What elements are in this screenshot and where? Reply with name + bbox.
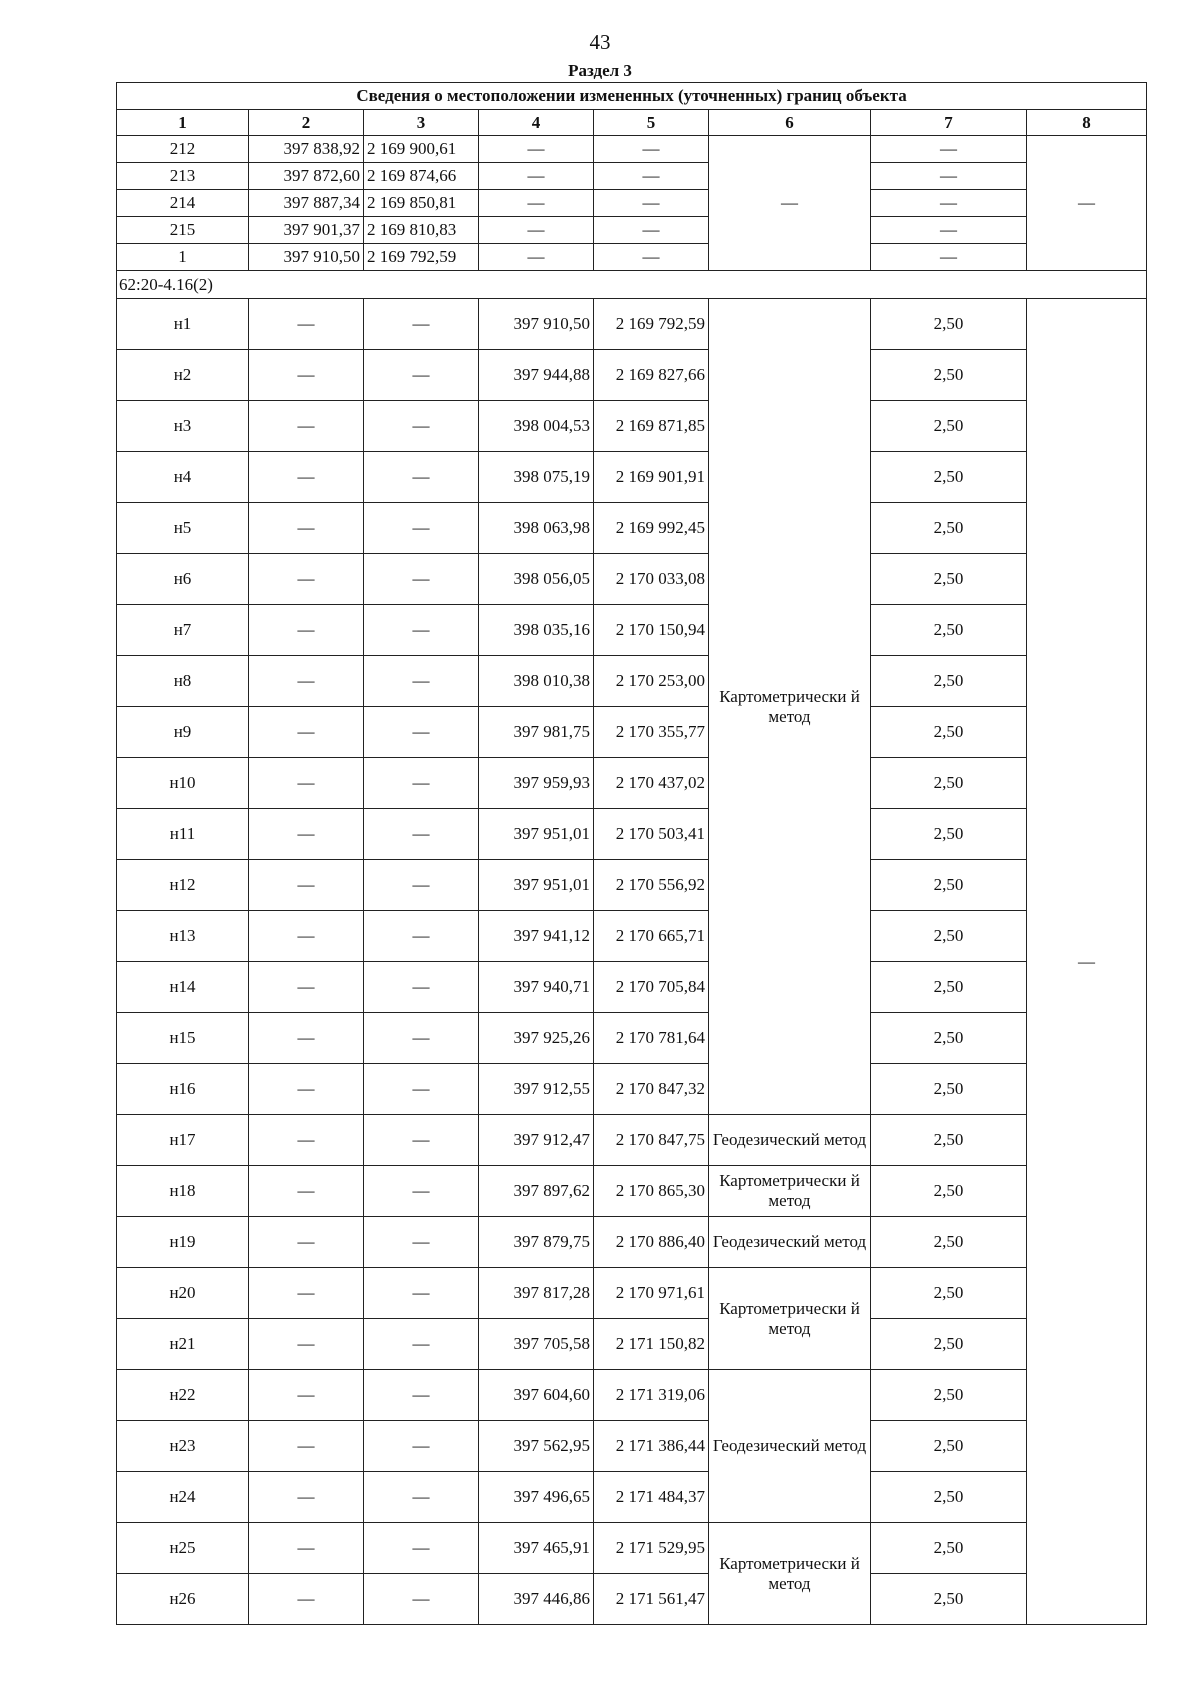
- coordinate-y-new: 2 169 827,66: [594, 350, 709, 401]
- coordinate-y-old: —: [364, 554, 479, 605]
- column-number: 2: [249, 110, 364, 136]
- point-number: н12: [117, 860, 249, 911]
- coordinate-x-new: 398 004,53: [479, 401, 594, 452]
- accuracy-cell: —: [871, 190, 1027, 217]
- point-number: н18: [117, 1166, 249, 1217]
- accuracy-cell: 2,50: [871, 758, 1027, 809]
- point-number: н14: [117, 962, 249, 1013]
- coordinate-y-old: —: [364, 860, 479, 911]
- coordinate-x-old: —: [249, 401, 364, 452]
- coordinate-x-new: 397 951,01: [479, 809, 594, 860]
- coordinate-x-new: 397 910,50: [479, 299, 594, 350]
- accuracy-cell: 2,50: [871, 605, 1027, 656]
- coordinates-table: [116, 82, 1147, 1625]
- coordinate-y-new: 2 171 150,82: [594, 1319, 709, 1370]
- coordinate-y-old: —: [364, 1166, 479, 1217]
- coordinate-y-new: 2 171 319,06: [594, 1370, 709, 1421]
- table-row: [117, 1217, 1147, 1268]
- accuracy-cell: 2,50: [871, 707, 1027, 758]
- coordinate-y-old: —: [364, 962, 479, 1013]
- table-row: [117, 1319, 1147, 1370]
- accuracy-cell: 2,50: [871, 299, 1027, 350]
- coordinate-x-old: —: [249, 452, 364, 503]
- table-row: [117, 1064, 1147, 1115]
- accuracy-cell: 2,50: [871, 809, 1027, 860]
- coordinate-x-old: 397 901,37: [249, 217, 364, 244]
- method-cell: Картометрически й метод: [709, 1523, 871, 1625]
- accuracy-cell: 2,50: [871, 1268, 1027, 1319]
- coordinate-y-new: 2 170 705,84: [594, 962, 709, 1013]
- accuracy-cell: 2,50: [871, 1115, 1027, 1166]
- coordinate-x-new: 397 912,55: [479, 1064, 594, 1115]
- coordinate-y-new: —: [594, 217, 709, 244]
- coordinate-x-old: —: [249, 1115, 364, 1166]
- coordinate-x-old: —: [249, 1421, 364, 1472]
- coordinate-x-new: 397 981,75: [479, 707, 594, 758]
- coordinate-x-old: —: [249, 1064, 364, 1115]
- table-row: [117, 299, 1147, 350]
- coordinate-y-new: 2 170 847,75: [594, 1115, 709, 1166]
- table-row: [117, 860, 1147, 911]
- column-8-cell: —: [1027, 299, 1147, 1625]
- accuracy-cell: 2,50: [871, 1064, 1027, 1115]
- point-number: н22: [117, 1370, 249, 1421]
- accuracy-cell: 2,50: [871, 554, 1027, 605]
- coordinate-x-new: 397 705,58: [479, 1319, 594, 1370]
- coordinate-y-new: 2 170 355,77: [594, 707, 709, 758]
- coordinate-x-new: 397 897,62: [479, 1166, 594, 1217]
- point-number: н17: [117, 1115, 249, 1166]
- table-caption-row: [117, 83, 1147, 110]
- coordinate-x-old: —: [249, 299, 364, 350]
- point-number: н26: [117, 1574, 249, 1625]
- coordinate-y-old: —: [364, 1370, 479, 1421]
- point-number: н13: [117, 911, 249, 962]
- table-row: [117, 1166, 1147, 1217]
- coordinate-x-new: 397 446,86: [479, 1574, 594, 1625]
- column-number: 1: [117, 110, 249, 136]
- coordinate-y-old: —: [364, 605, 479, 656]
- method-cell: Картометрически й метод: [709, 299, 871, 1115]
- column-number: 3: [364, 110, 479, 136]
- coordinate-x-old: —: [249, 503, 364, 554]
- coordinate-y-new: —: [594, 136, 709, 163]
- accuracy-cell: 2,50: [871, 350, 1027, 401]
- coordinate-y-new: 2 169 871,85: [594, 401, 709, 452]
- coordinate-y-old: —: [364, 1574, 479, 1625]
- coordinate-y-new: 2 171 561,47: [594, 1574, 709, 1625]
- coordinate-x-old: —: [249, 962, 364, 1013]
- section-title: Раздел 3: [568, 61, 632, 80]
- column-number: 8: [1027, 110, 1147, 136]
- coordinate-y-old: —: [364, 1217, 479, 1268]
- coordinate-x-new: 397 465,91: [479, 1523, 594, 1574]
- coordinate-y-old: —: [364, 1472, 479, 1523]
- coordinate-y-old: —: [364, 401, 479, 452]
- table-row: [117, 962, 1147, 1013]
- point-number: н2: [117, 350, 249, 401]
- coordinate-y-new: 2 170 503,41: [594, 809, 709, 860]
- coordinate-x-old: —: [249, 707, 364, 758]
- coordinate-y-new: 2 170 150,94: [594, 605, 709, 656]
- table-row: [117, 1523, 1147, 1574]
- point-number: н21: [117, 1319, 249, 1370]
- coordinate-y-old: 2 169 850,81: [364, 190, 479, 217]
- accuracy-cell: 2,50: [871, 1472, 1027, 1523]
- coordinate-y-new: 2 170 865,30: [594, 1166, 709, 1217]
- coordinate-y-old: —: [364, 503, 479, 554]
- point-number: н1: [117, 299, 249, 350]
- point-number: н16: [117, 1064, 249, 1115]
- coordinate-x-new: 397 959,93: [479, 758, 594, 809]
- accuracy-cell: —: [871, 244, 1027, 271]
- coordinate-x-old: —: [249, 1574, 364, 1625]
- coordinate-y-new: 2 170 665,71: [594, 911, 709, 962]
- point-number: н4: [117, 452, 249, 503]
- accuracy-cell: 2,50: [871, 962, 1027, 1013]
- coordinate-x-new: 398 063,98: [479, 503, 594, 554]
- accuracy-cell: 2,50: [871, 860, 1027, 911]
- coordinate-x-new: —: [479, 217, 594, 244]
- method-cell: Геодезический метод: [709, 1217, 871, 1268]
- table-row: [117, 163, 1147, 190]
- coordinate-y-old: —: [364, 1421, 479, 1472]
- method-cell: Геодезический метод: [709, 1115, 871, 1166]
- point-number: н6: [117, 554, 249, 605]
- coordinate-y-old: —: [364, 1115, 479, 1166]
- coordinate-x-old: —: [249, 758, 364, 809]
- coordinate-x-old: —: [249, 1013, 364, 1064]
- column-number: 7: [871, 110, 1027, 136]
- table-row: [117, 190, 1147, 217]
- table-row: [117, 656, 1147, 707]
- coordinate-y-old: —: [364, 707, 479, 758]
- coordinate-y-new: 2 170 253,00: [594, 656, 709, 707]
- coordinate-x-old: —: [249, 1472, 364, 1523]
- table-caption: Сведения о местоположении измененных (уточненных) границ объекта: [117, 83, 1147, 110]
- coordinate-y-new: 2 170 971,61: [594, 1268, 709, 1319]
- coordinate-x-new: 397 496,65: [479, 1472, 594, 1523]
- coordinate-x-new: 398 035,16: [479, 605, 594, 656]
- coordinate-x-old: —: [249, 1166, 364, 1217]
- table-row: [117, 1370, 1147, 1421]
- accuracy-cell: 2,50: [871, 1370, 1027, 1421]
- coordinate-y-old: —: [364, 1523, 479, 1574]
- point-number: 1: [117, 244, 249, 271]
- coordinate-x-new: 398 056,05: [479, 554, 594, 605]
- coordinate-x-old: —: [249, 1523, 364, 1574]
- accuracy-cell: —: [871, 136, 1027, 163]
- coordinate-x-new: —: [479, 190, 594, 217]
- accuracy-cell: 2,50: [871, 656, 1027, 707]
- method-cell: Картометрически й метод: [709, 1268, 871, 1370]
- column-number: 4: [479, 110, 594, 136]
- coordinate-y-old: —: [364, 656, 479, 707]
- coordinate-x-new: —: [479, 136, 594, 163]
- point-number: н20: [117, 1268, 249, 1319]
- group-label-row: [117, 271, 1147, 299]
- point-number: н23: [117, 1421, 249, 1472]
- table-row: [117, 1115, 1147, 1166]
- column-8-cell: —: [1027, 136, 1147, 271]
- coordinate-y-new: —: [594, 163, 709, 190]
- coordinate-y-old: —: [364, 350, 479, 401]
- point-number: н8: [117, 656, 249, 707]
- coordinate-y-old: 2 169 900,61: [364, 136, 479, 163]
- coordinate-y-new: 2 170 556,92: [594, 860, 709, 911]
- coordinate-x-old: 397 872,60: [249, 163, 364, 190]
- coordinate-y-old: —: [364, 1064, 479, 1115]
- coordinate-y-old: —: [364, 452, 479, 503]
- accuracy-cell: 2,50: [871, 1217, 1027, 1268]
- coordinate-y-old: 2 169 874,66: [364, 163, 479, 190]
- coordinate-y-old: 2 169 810,83: [364, 217, 479, 244]
- accuracy-cell: 2,50: [871, 1421, 1027, 1472]
- coordinate-x-old: —: [249, 911, 364, 962]
- coordinate-x-old: —: [249, 350, 364, 401]
- group-label: 62:20-4.16(2): [117, 271, 1147, 299]
- point-number: н15: [117, 1013, 249, 1064]
- point-number: н25: [117, 1523, 249, 1574]
- coordinate-y-new: 2 170 781,64: [594, 1013, 709, 1064]
- coordinate-y-new: 2 169 792,59: [594, 299, 709, 350]
- table-row: [117, 1268, 1147, 1319]
- coordinate-x-new: 397 944,88: [479, 350, 594, 401]
- coordinate-x-new: 397 925,26: [479, 1013, 594, 1064]
- coordinate-y-new: 2 170 033,08: [594, 554, 709, 605]
- table-row: [117, 707, 1147, 758]
- table-row: [117, 809, 1147, 860]
- point-number: 215: [117, 217, 249, 244]
- point-number: н3: [117, 401, 249, 452]
- table-row: [117, 554, 1147, 605]
- method-cell: Картометрически й метод: [709, 1166, 871, 1217]
- page-number: 43: [589, 30, 611, 54]
- coordinate-y-old: —: [364, 911, 479, 962]
- accuracy-cell: 2,50: [871, 1319, 1027, 1370]
- coordinate-x-old: —: [249, 1319, 364, 1370]
- table-row: [117, 452, 1147, 503]
- coordinate-x-old: —: [249, 1370, 364, 1421]
- coordinate-x-old: —: [249, 1268, 364, 1319]
- accuracy-cell: 2,50: [871, 503, 1027, 554]
- coordinate-x-old: —: [249, 809, 364, 860]
- table-row: [117, 1472, 1147, 1523]
- coordinate-x-new: 397 879,75: [479, 1217, 594, 1268]
- table-row: [117, 1013, 1147, 1064]
- accuracy-cell: 2,50: [871, 1523, 1027, 1574]
- accuracy-cell: 2,50: [871, 1013, 1027, 1064]
- table-row: [117, 136, 1147, 163]
- coordinate-y-old: 2 169 792,59: [364, 244, 479, 271]
- accuracy-cell: 2,50: [871, 1166, 1027, 1217]
- coordinate-x-new: 397 940,71: [479, 962, 594, 1013]
- coordinate-x-old: —: [249, 1217, 364, 1268]
- table-row: [117, 605, 1147, 656]
- coordinate-x-new: 397 912,47: [479, 1115, 594, 1166]
- method-cell: —: [709, 136, 871, 271]
- coordinate-x-old: —: [249, 554, 364, 605]
- coordinate-y-new: 2 171 484,37: [594, 1472, 709, 1523]
- table-body: [117, 83, 1147, 1625]
- table-row: [117, 1421, 1147, 1472]
- coordinate-x-old: 397 910,50: [249, 244, 364, 271]
- coordinate-x-new: 397 951,01: [479, 860, 594, 911]
- method-cell: Геодезический метод: [709, 1370, 871, 1523]
- table-row: [117, 244, 1147, 271]
- coordinate-y-new: 2 169 901,91: [594, 452, 709, 503]
- coordinate-x-old: —: [249, 860, 364, 911]
- accuracy-cell: 2,50: [871, 1574, 1027, 1625]
- coordinate-y-new: —: [594, 190, 709, 217]
- point-number: н7: [117, 605, 249, 656]
- coordinate-x-new: 397 562,95: [479, 1421, 594, 1472]
- coordinate-y-old: —: [364, 299, 479, 350]
- column-number: 6: [709, 110, 871, 136]
- accuracy-cell: 2,50: [871, 911, 1027, 962]
- coordinate-y-new: 2 170 886,40: [594, 1217, 709, 1268]
- point-number: н11: [117, 809, 249, 860]
- point-number: 212: [117, 136, 249, 163]
- coordinate-y-new: 2 169 992,45: [594, 503, 709, 554]
- point-number: н24: [117, 1472, 249, 1523]
- table-row: [117, 1574, 1147, 1625]
- accuracy-cell: —: [871, 163, 1027, 190]
- coordinate-y-old: —: [364, 758, 479, 809]
- coordinate-x-new: 398 010,38: [479, 656, 594, 707]
- coordinate-y-new: 2 171 529,95: [594, 1523, 709, 1574]
- coordinate-y-new: —: [594, 244, 709, 271]
- coordinate-x-new: 397 604,60: [479, 1370, 594, 1421]
- coordinate-y-old: —: [364, 1319, 479, 1370]
- table-row: [117, 401, 1147, 452]
- point-number: н5: [117, 503, 249, 554]
- accuracy-cell: 2,50: [871, 452, 1027, 503]
- column-number: 5: [594, 110, 709, 136]
- column-number-row: [117, 110, 1147, 136]
- coordinate-x-new: —: [479, 244, 594, 271]
- point-number: н10: [117, 758, 249, 809]
- accuracy-cell: 2,50: [871, 401, 1027, 452]
- coordinate-x-new: 397 817,28: [479, 1268, 594, 1319]
- coordinate-x-old: —: [249, 605, 364, 656]
- table-row: [117, 758, 1147, 809]
- coordinate-x-new: —: [479, 163, 594, 190]
- coordinate-x-old: —: [249, 656, 364, 707]
- coordinate-x-old: 397 838,92: [249, 136, 364, 163]
- table-row: [117, 911, 1147, 962]
- point-number: н19: [117, 1217, 249, 1268]
- coordinate-y-old: —: [364, 1013, 479, 1064]
- point-number: 213: [117, 163, 249, 190]
- table-row: [117, 350, 1147, 401]
- accuracy-cell: —: [871, 217, 1027, 244]
- coordinate-y-new: 2 170 847,32: [594, 1064, 709, 1115]
- coordinate-y-old: —: [364, 1268, 479, 1319]
- coordinate-x-old: 397 887,34: [249, 190, 364, 217]
- coordinate-x-new: 398 075,19: [479, 452, 594, 503]
- coordinate-x-new: 397 941,12: [479, 911, 594, 962]
- table-row: [117, 217, 1147, 244]
- point-number: н9: [117, 707, 249, 758]
- coordinate-y-old: —: [364, 809, 479, 860]
- table-row: [117, 503, 1147, 554]
- coordinate-y-new: 2 171 386,44: [594, 1421, 709, 1472]
- coordinate-y-new: 2 170 437,02: [594, 758, 709, 809]
- point-number: 214: [117, 190, 249, 217]
